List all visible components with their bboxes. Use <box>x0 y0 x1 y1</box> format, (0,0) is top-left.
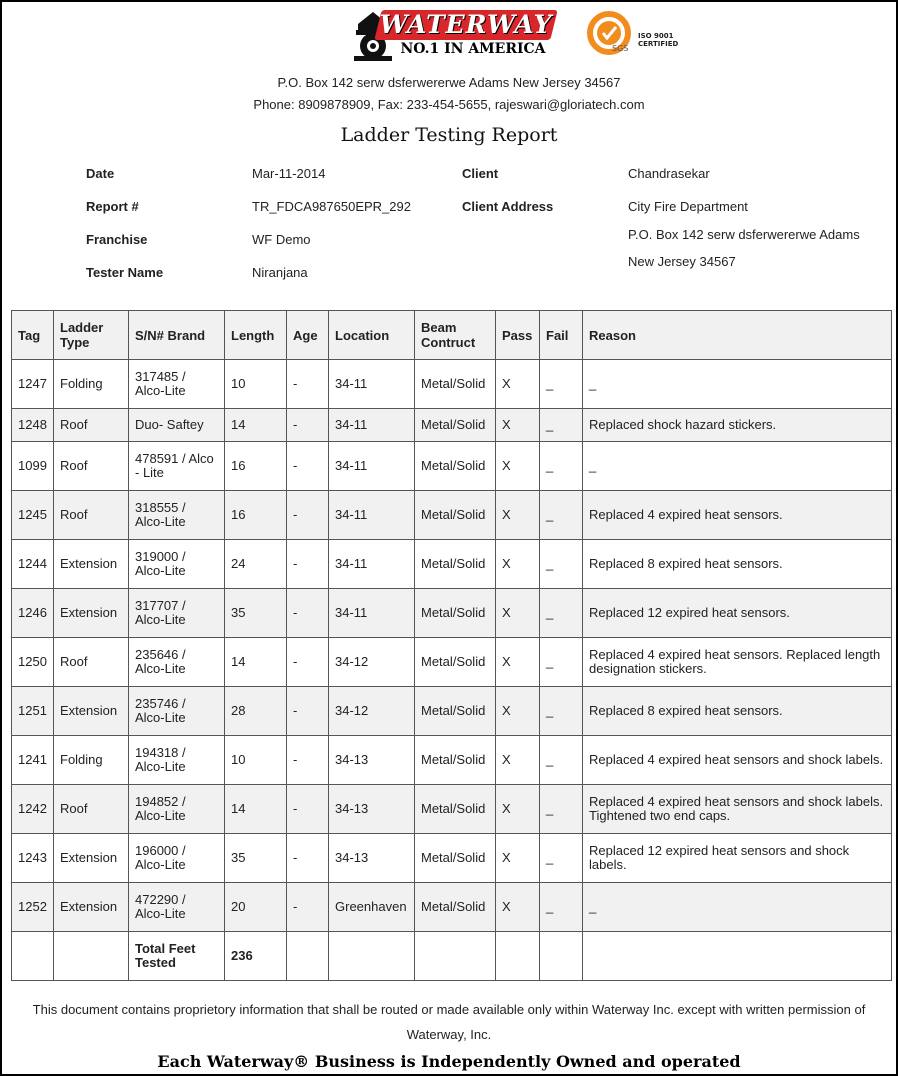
cell-location: Greenhaven <box>329 883 415 932</box>
cell-pass: X <box>496 736 540 785</box>
cell-location: 34-12 <box>329 638 415 687</box>
cell-age: - <box>287 442 329 491</box>
client-value: Chandrasekar <box>628 166 710 181</box>
logo-word-text: WATERWAY <box>379 10 553 39</box>
cell-tag: 1246 <box>12 589 54 638</box>
cell-fail: _ <box>540 736 583 785</box>
cell-ladder-type: Roof <box>54 442 129 491</box>
cell-ladder-type: Folding <box>54 736 129 785</box>
client-label: Client <box>462 166 499 181</box>
cell-sn-brand: 317707 / Alco-Lite <box>129 589 225 638</box>
table-row <box>12 491 892 540</box>
column-header-location: Location <box>329 311 415 360</box>
cell-beam-construct: Metal/Solid <box>415 360 496 409</box>
cell-tag: 1245 <box>12 491 54 540</box>
total-empty-cell <box>287 932 329 981</box>
cell-age: - <box>287 638 329 687</box>
cell-pass: X <box>496 442 540 491</box>
cell-sn-brand: Duo- Saftey <box>129 409 225 442</box>
total-empty-cell <box>12 932 54 981</box>
cell-reason: _ <box>583 360 892 409</box>
total-empty-cell <box>415 932 496 981</box>
cell-beam-construct: Metal/Solid <box>415 491 496 540</box>
ownership-tagline: Each Waterway® Business is Independently Owned and operated <box>157 1052 741 1071</box>
cell-age: - <box>287 589 329 638</box>
report-number-label: Report # <box>86 199 139 214</box>
cell-sn-brand: 196000 / Alco-Lite <box>129 834 225 883</box>
cell-beam-construct: Metal/Solid <box>415 785 496 834</box>
cell-ladder-type: Extension <box>54 540 129 589</box>
column-header-reason: Reason <box>583 311 892 360</box>
cell-pass: X <box>496 540 540 589</box>
cell-fail: _ <box>540 491 583 540</box>
cell-length: 35 <box>225 834 287 883</box>
cell-location: 34-11 <box>329 360 415 409</box>
iso-line-2: CERTIFIED <box>638 40 679 48</box>
table-row <box>12 736 892 785</box>
table-row <box>12 409 892 442</box>
cell-fail: _ <box>540 540 583 589</box>
cell-pass: X <box>496 491 540 540</box>
table-row <box>12 834 892 883</box>
cell-pass: X <box>496 589 540 638</box>
cell-tag: 1250 <box>12 638 54 687</box>
franchise-value: WF Demo <box>252 232 311 247</box>
cell-fail: _ <box>540 883 583 932</box>
cell-length: 10 <box>225 736 287 785</box>
company-contact: Phone: 8909878909, Fax: 233-454-5655, rajeswari@gloriatech.com <box>253 97 645 112</box>
cell-age: - <box>287 360 329 409</box>
cell-beam-construct: Metal/Solid <box>415 834 496 883</box>
cell-sn-brand: 235646 / Alco-Lite <box>129 638 225 687</box>
logo-wordmark <box>374 10 557 40</box>
cell-length: 14 <box>225 638 287 687</box>
table-row <box>12 687 892 736</box>
cell-length: 28 <box>225 687 287 736</box>
table-row <box>12 540 892 589</box>
total-empty-cell <box>54 932 129 981</box>
cell-ladder-type: Extension <box>54 883 129 932</box>
cell-location: 34-11 <box>329 491 415 540</box>
cell-reason: Replaced 12 expired heat sensors. <box>583 589 892 638</box>
cell-reason: Replaced 12 expired heat sensors and shock labels. <box>583 834 892 883</box>
table-row <box>12 442 892 491</box>
cell-pass: X <box>496 785 540 834</box>
cell-length: 35 <box>225 589 287 638</box>
tester-name-value: Niranjana <box>252 265 308 280</box>
cell-beam-construct: Metal/Solid <box>415 409 496 442</box>
cell-sn-brand: 317485 / Alco-Lite <box>129 360 225 409</box>
iso-label <box>638 32 678 48</box>
report-number-value: TR_FDCA987650EPR_292 <box>252 199 411 214</box>
cell-reason: Replaced 4 expired heat sensors. Replaced length designation stickers. <box>583 638 892 687</box>
column-header-fail: Fail <box>540 311 583 360</box>
report-title: Ladder Testing Report <box>340 124 558 146</box>
date-label: Date <box>86 166 115 181</box>
cell-fail: _ <box>540 442 583 491</box>
cell-ladder-type: Extension <box>54 589 129 638</box>
cell-sn-brand: 318555 / Alco-Lite <box>129 491 225 540</box>
cell-location: 34-11 <box>329 409 415 442</box>
cell-fail: _ <box>540 638 583 687</box>
cell-beam-construct: Metal/Solid <box>415 687 496 736</box>
column-header-sn-brand: S/N# Brand <box>129 311 225 360</box>
cell-tag: 1243 <box>12 834 54 883</box>
cell-age: - <box>287 409 329 442</box>
cell-beam-construct: Metal/Solid <box>415 638 496 687</box>
column-header-length: Length <box>225 311 287 360</box>
cell-reason: Replaced 8 expired heat sensors. <box>583 540 892 589</box>
cell-reason: Replaced 4 expired heat sensors and shock labels. Tightened two end caps. <box>583 785 892 834</box>
total-empty-cell <box>496 932 540 981</box>
cell-beam-construct: Metal/Solid <box>415 540 496 589</box>
ladder-test-table <box>11 310 892 981</box>
cell-tag: 1242 <box>12 785 54 834</box>
cell-pass: X <box>496 638 540 687</box>
cell-ladder-type: Folding <box>54 360 129 409</box>
cell-location: 34-13 <box>329 785 415 834</box>
cell-location: 34-13 <box>329 834 415 883</box>
cell-reason: _ <box>583 442 892 491</box>
total-empty-cell <box>329 932 415 981</box>
table-row <box>12 883 892 932</box>
cell-ladder-type: Extension <box>54 834 129 883</box>
cell-age: - <box>287 785 329 834</box>
cell-tag: 1248 <box>12 409 54 442</box>
cell-ladder-type: Extension <box>54 687 129 736</box>
cell-ladder-type: Roof <box>54 785 129 834</box>
cell-fail: _ <box>540 360 583 409</box>
cell-fail: _ <box>540 409 583 442</box>
cell-tag: 1251 <box>12 687 54 736</box>
total-label: Total Feet Tested <box>129 932 225 981</box>
column-header-age: Age <box>287 311 329 360</box>
cell-beam-construct: Metal/Solid <box>415 589 496 638</box>
cell-length: 20 <box>225 883 287 932</box>
total-empty-cell <box>583 932 892 981</box>
cell-pass: X <box>496 883 540 932</box>
cell-reason: Replaced 4 expired heat sensors. <box>583 491 892 540</box>
cell-pass: X <box>496 409 540 442</box>
cell-beam-construct: Metal/Solid <box>415 442 496 491</box>
cell-age: - <box>287 883 329 932</box>
cell-sn-brand: 194318 / Alco-Lite <box>129 736 225 785</box>
cell-length: 10 <box>225 360 287 409</box>
client-address-label: Client Address <box>462 199 554 214</box>
cell-age: - <box>287 687 329 736</box>
proprietary-notice: This document contains proprietory information that shall be routed or made available only within Waterway Inc. except with written permission of Waterway, Inc. <box>32 1002 866 1042</box>
waterway-logo <box>348 8 558 64</box>
table-row <box>12 589 892 638</box>
table-body <box>12 360 892 932</box>
table-row <box>12 638 892 687</box>
cell-tag: 1241 <box>12 736 54 785</box>
date-value: Mar-11-2014 <box>252 166 326 181</box>
table-row <box>12 785 892 834</box>
column-header-ladder-type: Ladder Type <box>54 311 129 360</box>
cell-fail: _ <box>540 834 583 883</box>
column-header-tag: Tag <box>12 311 54 360</box>
cell-length: 16 <box>225 442 287 491</box>
tester-name-label: Tester Name <box>86 265 164 280</box>
cell-length: 14 <box>225 785 287 834</box>
cell-age: - <box>287 491 329 540</box>
cell-age: - <box>287 834 329 883</box>
cell-reason: Replaced 8 expired heat sensors. <box>583 687 892 736</box>
cell-location: 34-11 <box>329 589 415 638</box>
cell-sn-brand: 194852 / Alco-Lite <box>129 785 225 834</box>
cell-tag: 1247 <box>12 360 54 409</box>
cell-sn-brand: 319000 / Alco-Lite <box>129 540 225 589</box>
sgs-label: SGS <box>612 44 629 53</box>
cell-sn-brand: 235746 / Alco-Lite <box>129 687 225 736</box>
cell-reason: _ <box>583 883 892 932</box>
total-empty-cell <box>540 932 583 981</box>
table-row <box>12 360 892 409</box>
cell-fail: _ <box>540 589 583 638</box>
cell-pass: X <box>496 687 540 736</box>
total-value: 236 <box>225 932 287 981</box>
cell-length: 14 <box>225 409 287 442</box>
franchise-label: Franchise <box>86 232 148 247</box>
cell-length: 16 <box>225 491 287 540</box>
logo-tagline: NO.1 IN AMERICA <box>400 41 546 57</box>
cell-tag: 1244 <box>12 540 54 589</box>
cell-ladder-type: Roof <box>54 638 129 687</box>
cell-reason: Replaced 4 expired heat sensors and shock labels. <box>583 736 892 785</box>
client-address-line-3: New Jersey 34567 <box>628 254 736 269</box>
total-row <box>12 932 892 981</box>
iso-certification-badge <box>586 10 696 58</box>
company-address: P.O. Box 142 serw dsferwererwe Adams New Jersey 34567 <box>277 75 621 90</box>
cell-location: 34-11 <box>329 442 415 491</box>
cell-location: 34-13 <box>329 736 415 785</box>
cell-ladder-type: Roof <box>54 491 129 540</box>
client-address-line-2: P.O. Box 142 serw dsferwererwe Adams <box>628 227 860 242</box>
cell-length: 24 <box>225 540 287 589</box>
cell-tag: 1099 <box>12 442 54 491</box>
iso-line-1: ISO 9001 <box>638 32 674 40</box>
cell-pass: X <box>496 834 540 883</box>
cell-location: 34-11 <box>329 540 415 589</box>
cell-pass: X <box>496 360 540 409</box>
cell-age: - <box>287 736 329 785</box>
cell-age: - <box>287 540 329 589</box>
cell-beam-construct: Metal/Solid <box>415 736 496 785</box>
table-header-row <box>12 311 892 360</box>
cell-fail: _ <box>540 687 583 736</box>
client-address-line-1: City Fire Department <box>628 199 748 214</box>
cell-reason: Replaced shock hazard stickers. <box>583 409 892 442</box>
cell-location: 34-12 <box>329 687 415 736</box>
cell-sn-brand: 472290 / Alco-Lite <box>129 883 225 932</box>
cell-sn-brand: 478591 / Alco - Lite <box>129 442 225 491</box>
column-header-pass: Pass <box>496 311 540 360</box>
cell-ladder-type: Roof <box>54 409 129 442</box>
cell-beam-construct: Metal/Solid <box>415 883 496 932</box>
column-header-beam-construct: Beam Contruct <box>415 311 496 360</box>
cell-fail: _ <box>540 785 583 834</box>
cell-tag: 1252 <box>12 883 54 932</box>
